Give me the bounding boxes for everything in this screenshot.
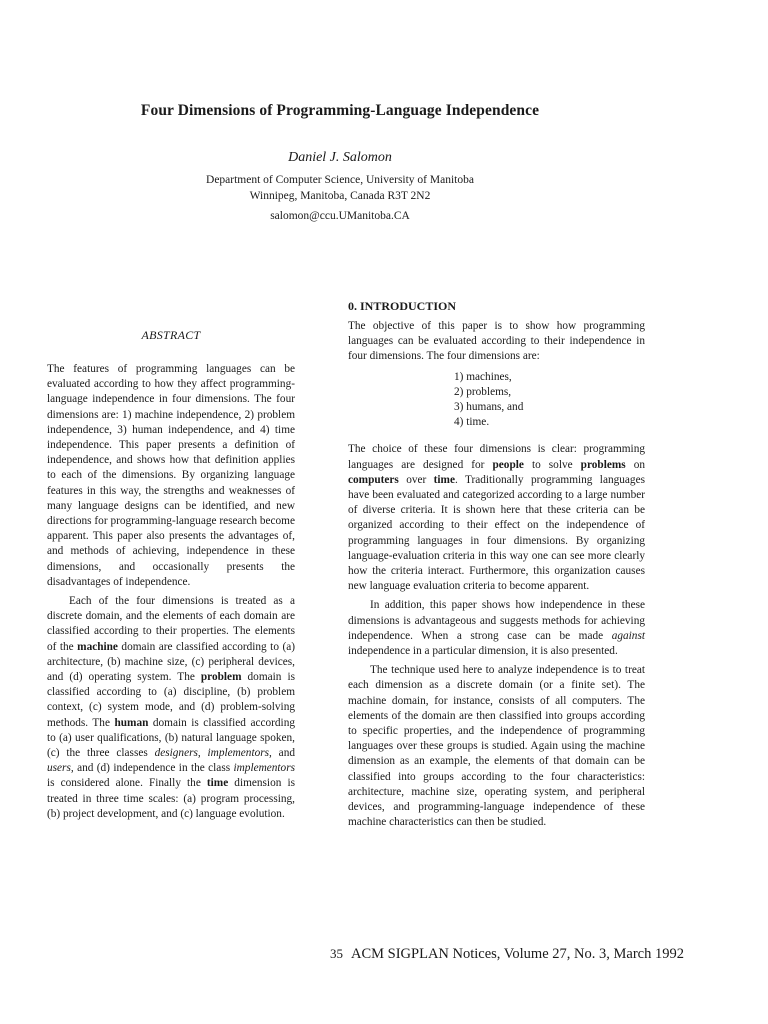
author-name: Daniel J. Salomon [288,150,392,165]
text-run: independence in a particular dimension, it is also presented. [348,645,618,658]
dimensions-list [348,370,645,431]
page-number: 35 [330,946,343,961]
affiliation-line-1: Department of Computer Science, University of Manitoba [206,174,474,186]
text-run: and [271,747,295,760]
text-run: The choice of these four dimensions is clear: programming languages are designed for [348,443,645,471]
abstract-paragraph-2 [47,594,295,822]
italic-term: users, [47,762,74,775]
text-run: domain is classified according to (a) discipline, (b) problem context, (c) system mode, and (d) problem-solving methods. The [47,671,295,729]
bold-term: machine [77,640,118,653]
text-run: on [625,458,646,471]
bold-term: problems [580,458,626,471]
introduction-heading: 0. INTRODUCTION [348,299,457,313]
text-run: domain is classified according to (a) user qualifications, (b) natural language spoken, (c) the three classes [47,716,295,760]
text-run: dimension is treated in three time scales: (a) program processing, (b) project development, and (c) language evolution. [47,777,295,820]
italic-term: designers, implementors, [154,747,272,760]
abstract-heading: ABSTRACT [141,328,201,342]
text-run: domain are classified according to (a) architecture, (b) machine size, (c) peripheral devices, and (d) operating system. The [47,640,295,684]
text-run: over [398,473,434,486]
bold-term: people [492,458,524,471]
intro-paragraph-4: The technique used here to analyze independence is to treat each dimension as a discrete domain (or a finite set). The machine domain, for instance, consists of all computers. The elements of the domain are then classified into groups according to specific properties, and the independence of programming languages over these groups is studied. Again using the machine dimension as an example, the elements of that domain can be classified into groups according to the four characteristics: architecture, machine size, operating system, and peripheral devices, and programming-language independence of these machine characteristics can then be studied. [348,664,645,829]
text-run: is considered alone. Finally the [47,777,207,790]
italic-term: against [611,629,645,642]
text-run: Each of the four dimensions is treated as a discrete domain, and the elements of each domain are classified according to their properties. The elements of the [47,595,295,653]
left-column [47,328,295,822]
journal-citation: ACM SIGPLAN Notices, Volume 27, No. 3, March 1992 [351,946,684,962]
right-column [348,299,645,831]
bold-term: problem [200,671,242,684]
paper-title: Four Dimensions of Programming-Language Independence [140,102,540,119]
bold-term: human [114,716,149,729]
abstract-paragraph-1: The features of programming languages can be evaluated according to how they affect programming-language independence in four dimensions. The four dimensions are: 1) machine independence, 2) problem independence, 3) human independence, and 4) time independence. This paper presents a definition of independence, and shows how that definition applies to each of the dimensions. By organizing language features in this way, the strengths and weaknesses of many language designs can be identified, and new directions for programming-language research become apparent. This paper also presents the advantages of, and methods of achieving, independence in these dimensions, and occasionally presents the disadvantages of independence. [47,363,295,588]
bold-term: time [206,777,229,790]
bold-term: computers [348,473,399,486]
text-run: . Traditionally programming languages have been evaluated and categorized according to a large number of diverse criteria. It is shown here that these criteria can be organized according to their effect on the independence of programming languages in four dimensions. By organizing language-evaluation criteria in this way one can see more clearly how the criteria interact. Furthermore, this organization causes new language evaluation criteria to become apparent. [348,473,645,593]
list-item: 2) problems, [454,385,512,398]
list-item: 4) time. [454,416,490,429]
author-affiliation [0,172,680,204]
author-email: salomon@ccu.UManitoba.CA [270,210,410,222]
text-run: and (d) independence in the class [73,762,234,775]
italic-term: implementors [233,762,295,775]
list-item: 3) humans, and [454,401,524,414]
bold-term: time [433,473,455,486]
page-footer [330,946,730,963]
intro-paragraph-2 [348,442,645,594]
intro-paragraph-3 [348,598,645,659]
intro-paragraph-1: The objective of this paper is to show how programming languages can be evaluated according to their independence in four dimensions. The four dimensions are: [348,320,645,363]
text-run: to solve [523,458,581,471]
affiliation-line-2: Winnipeg, Manitoba, Canada R3T 2N2 [249,190,431,202]
text-run: In addition, this paper shows how independence in these dimensions is advantageous and suggests methods for achieving independence. When a strong case can be made [348,599,645,642]
list-item: 1) machines, [454,370,512,383]
